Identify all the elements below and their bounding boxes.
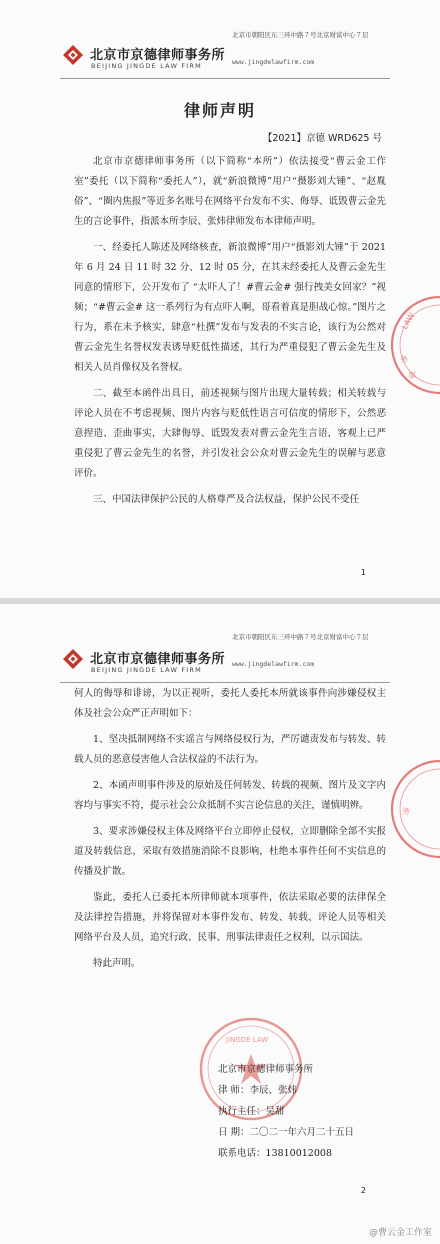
law-firm-logo-icon xyxy=(62,648,84,670)
svg-text:JINGDE LAW: JINGDE LAW xyxy=(226,1036,269,1044)
law-firm-logo-icon xyxy=(62,44,84,66)
signature-director: 执行主任：吴甜 xyxy=(218,1106,285,1117)
firm-website: www.jingdelawfirm.com xyxy=(232,660,315,668)
letter-page-2 xyxy=(0,604,440,1244)
svg-text:务: 务 xyxy=(402,807,410,816)
signature-lawyers: 律 师：李辰、张炜 xyxy=(218,1085,298,1096)
signature-phone: 联系电话：13810012008 xyxy=(218,1148,332,1159)
firm-address: 北京市朝阳区东三环中路７号北京财富中心７层 xyxy=(232,633,369,641)
paragraph: 1、坚决抵制网络不实谣言与网络侵权行为，严厉谴责发布与转发、转载人员的恶意侵害他人合法权益的不法行为。 xyxy=(74,734,386,765)
paragraph: 北京市京德律师事务所（以下简称“本所”）依法接受“曹云金工作室”委托（以下简称“委托人”），就“新浪微博”用户“摄影刘大锤”、“赵胤俗”、“圈内焦报”等近多名账号在网络平台发布不实、侮辱、诋毁曹云金先生的言论事件，指派本所李辰、张炜律师发布本律师声明。 xyxy=(74,156,386,227)
weibo-watermark: @曹云金工作室 xyxy=(368,1228,432,1238)
official-seal-icon xyxy=(384,290,440,400)
paragraph: 二、截至本函件出具日，前述视频与图片出现大量转载；相关转载与评论人员在不考虑视频、图片内容与贬低性语言可信度的情形下，公然恶意捏造、歪曲事实，大肆侮辱、诋毁发表对曹云金先生言语，客观上已严重侵犯了曹云金先生的名誉，并引发社会公众对曹云金先生的误解与恶意评价。 xyxy=(74,388,386,479)
firm-address: 北京市朝阳区东三环中路７号北京财富中心７层 xyxy=(232,31,369,39)
firm-website: www.jingdelawfirm.com xyxy=(232,58,315,66)
paragraph: 3、要求涉嫌侵权主体及网络平台立即停止侵权，立即删除全部不实报道及转载信息，采取有效措施消除不良影响，杜绝本事件任何不实信息的传播及扩散。 xyxy=(74,826,386,877)
svg-text:LAW: LAW xyxy=(399,311,417,331)
letterhead-divider xyxy=(60,682,390,683)
document-title: 律师声明 xyxy=(183,101,256,120)
signature-date: 日 期：二〇二一年六月二十五日 xyxy=(218,1127,355,1138)
svg-text:事: 事 xyxy=(408,371,416,380)
firm-name-cn: 北京市京德律师事务所 xyxy=(90,48,226,63)
paragraph: 2、本函声明事件涉及的原始及任何转发、转载的视频、图片及文字内容均与事实不符，提示社会公众抵制不实言论信息的关注，谨慎明辨。 xyxy=(74,780,386,811)
signature-block xyxy=(218,1059,418,1164)
page-number: 1 xyxy=(360,568,366,577)
letterhead xyxy=(0,0,440,90)
letterhead xyxy=(0,604,440,694)
paragraph: 何人的侮辱和诽谤，为以正视听，委托人委托本所就该事件向涉嫌侵权主体及社会公众严正声明如下： xyxy=(74,688,386,719)
firm-name-en: BEIJING JINGDE LAW FIRM xyxy=(91,62,202,70)
firm-name-en: BEIJING JINGDE LAW FIRM xyxy=(91,666,202,674)
letterhead-divider xyxy=(60,78,390,79)
svg-text:务: 务 xyxy=(400,355,408,364)
letter-page-1 xyxy=(0,0,440,598)
page1-body xyxy=(74,152,386,516)
paragraph: 三、中国法律保护公民的人格尊严及合法权益，保护公民不受任 xyxy=(93,494,360,505)
page-number: 2 xyxy=(360,1186,366,1195)
official-seal-icon xyxy=(384,754,440,864)
page2-body xyxy=(74,684,386,980)
paragraph: 鉴此，委托人已委托本所律师就本项事件，依法采取必要的法律保全及法律控告措施，并将保留对本事件发布、转发、转载、评论人员等相关网络平台及人员，追究行政、民事、刑事法律责任之权利，以示国法。 xyxy=(74,892,386,943)
firm-name-cn: 北京市京德律师事务所 xyxy=(90,652,226,667)
document-number: 【2021】京德 WRD625 号 xyxy=(262,133,382,144)
signature-firm: 北京市京德律师事务所 xyxy=(218,1064,314,1075)
paragraph: 一、经委托人陈述及网络核查，新浪微博”用户“摄影刘大锤”于 2021 年 6 月 24 日 11 时 32 分、12 时 05 分，在其未经委托人及曹云金先生同意的情形下，公开发布了 “太吓人了！#曹云金# 强行拽美女回家？”视频；“#曹云金# 这一系列行为有点吓人啊，哥看着真是胆战心惊。”图片之行为，系在未予核实，肆意“杜撰”发布与发表的不实言论，该行为公然对曹云金先生名誉权发表诱导贬低性描述，其行为严重侵犯了曹云金先生及相关人员肖像权及名誉权。 xyxy=(74,242,386,373)
paragraph: 特此声明。 xyxy=(93,958,141,969)
